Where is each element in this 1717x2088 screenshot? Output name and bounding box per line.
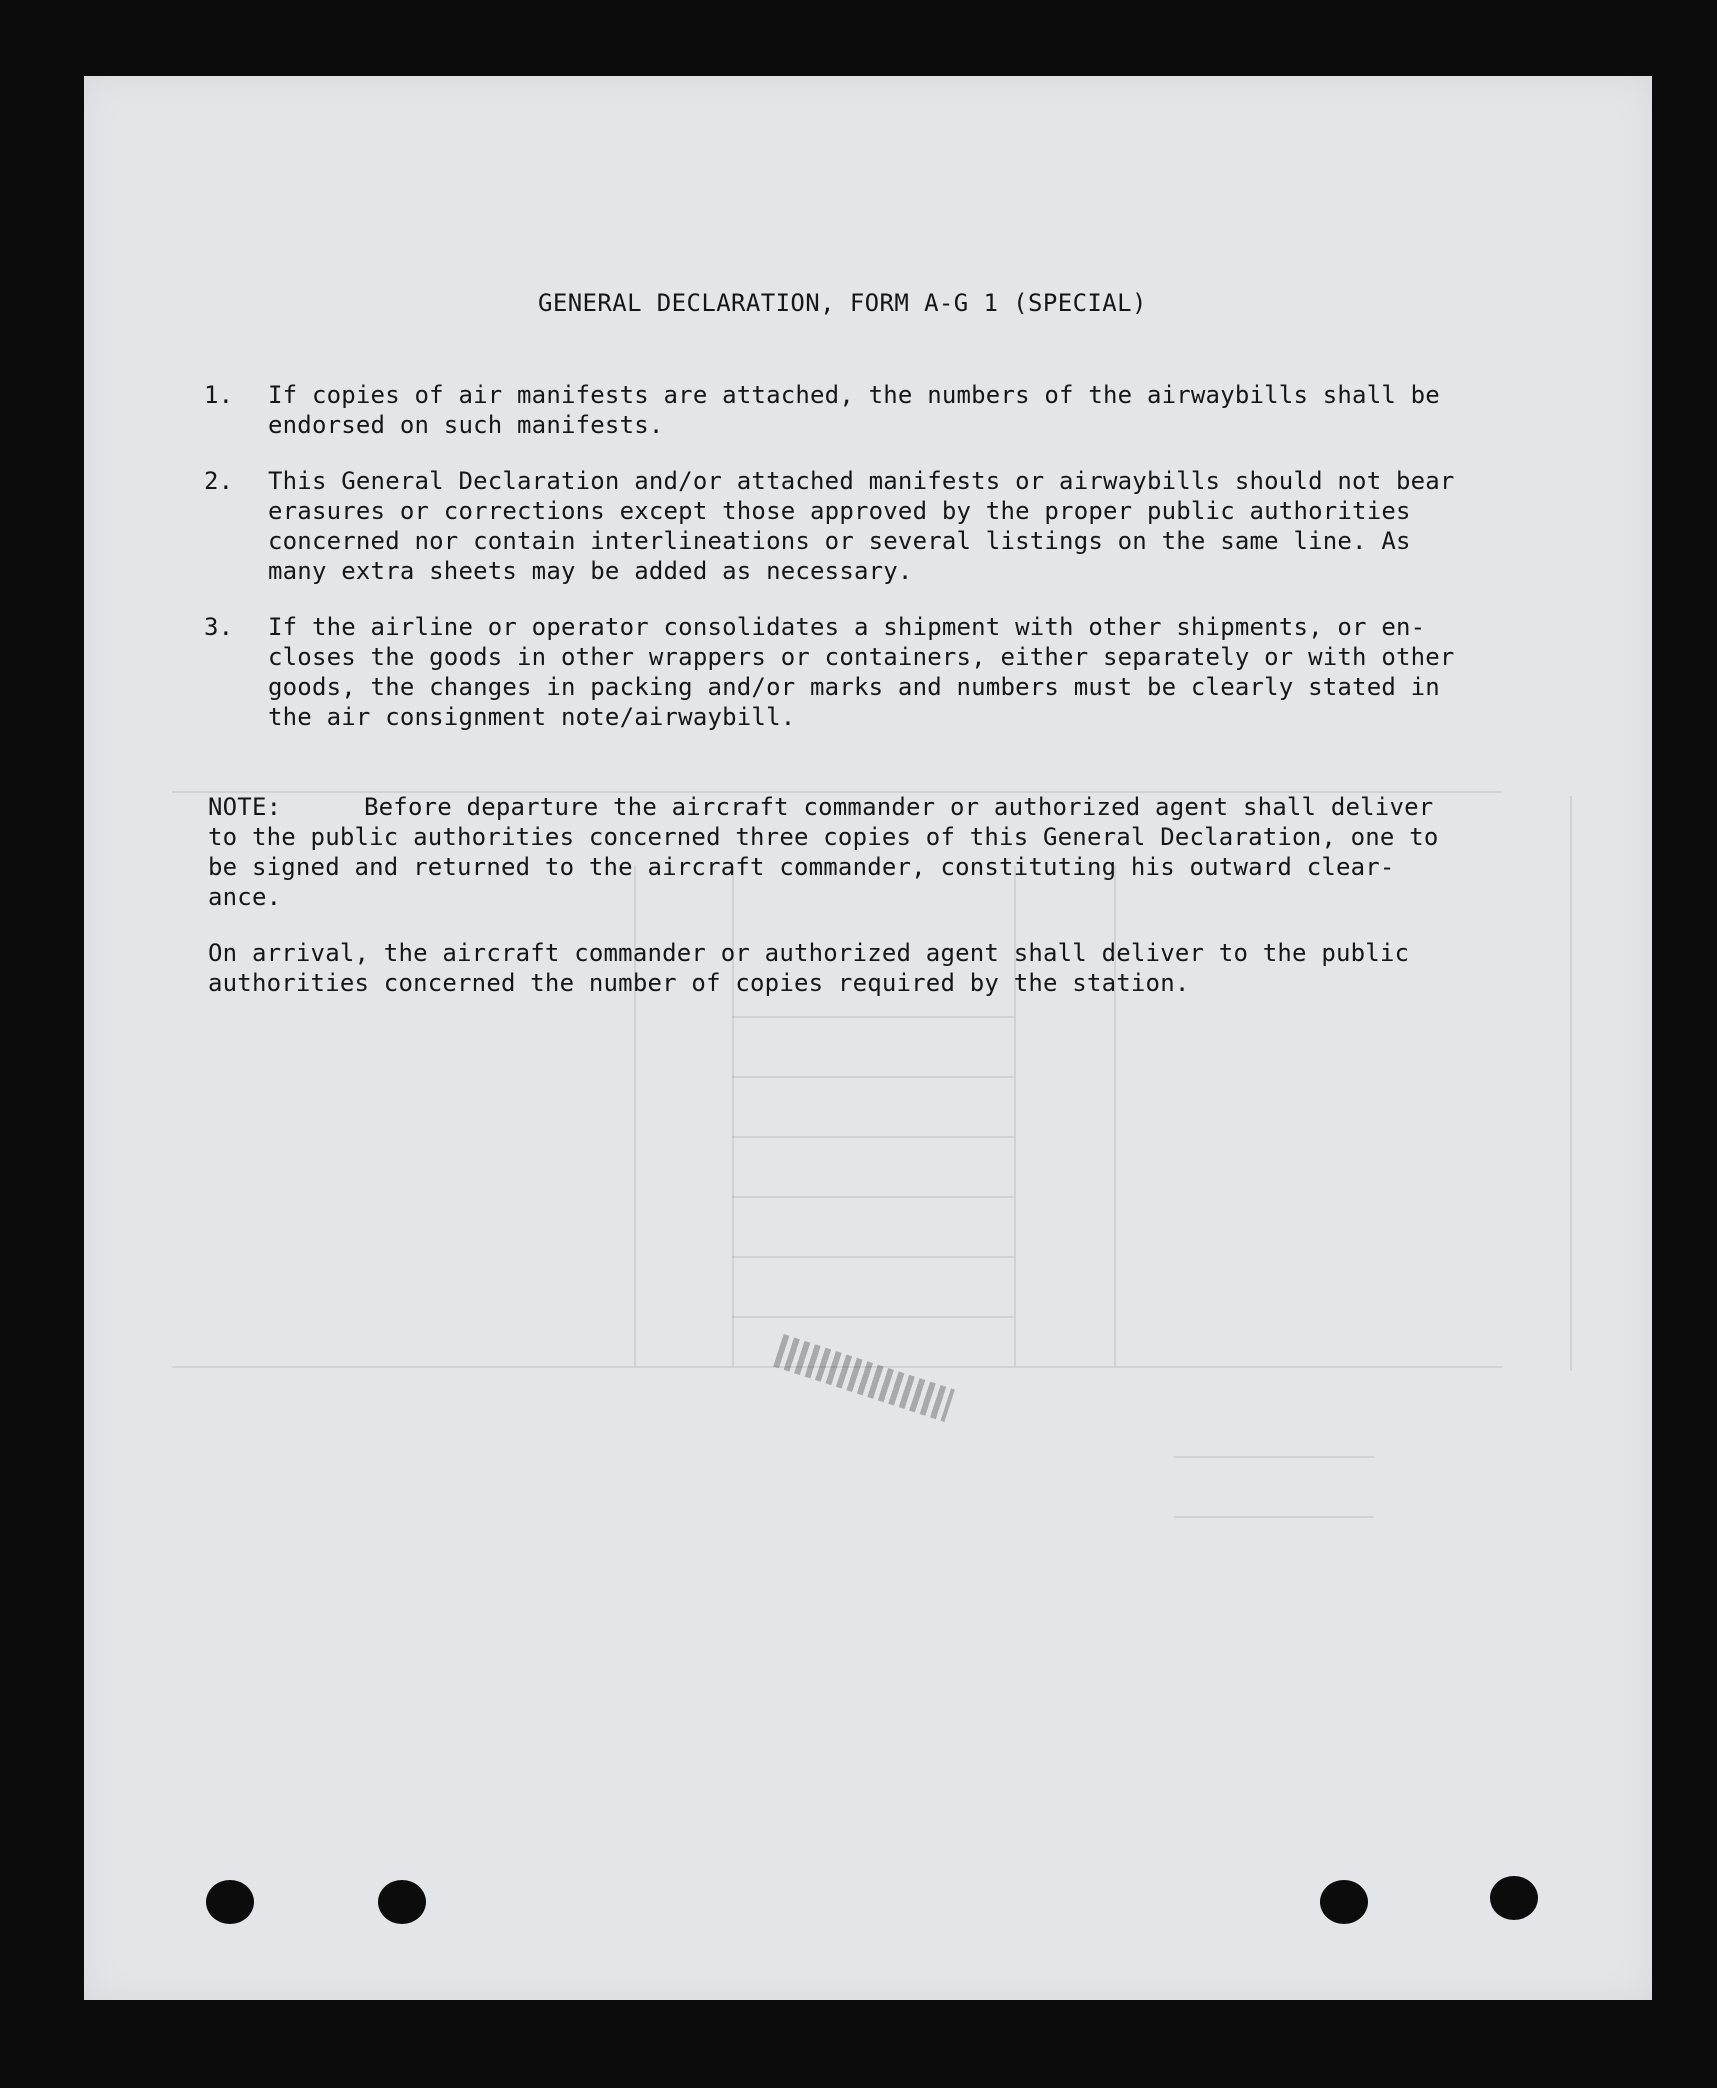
- item-text: This General Declaration and/or attached manifests or airwaybills should not bear erasures or corrections except those approved by the proper public authorities concerned nor contain interlineations or several listings on the same line. As many extra sheets may be added as necessary.: [268, 467, 1455, 585]
- punch-hole: [1490, 1876, 1538, 1920]
- document-page: [84, 76, 1652, 2000]
- item-number: 2.: [204, 467, 234, 495]
- instruction-item-1: [204, 380, 1544, 440]
- note-text: Before departure the aircraft commander or authorized agent shall deliver to the public authorities concerned three copies of this General Declaration, one to be signed and returned to the aircraft commander, constituting his outward clear- ance.: [208, 793, 1439, 911]
- instruction-item-3: [204, 612, 1544, 732]
- stamp-mark: [773, 1334, 955, 1422]
- instruction-item-2: [204, 466, 1544, 586]
- document-title: GENERAL DECLARATION, FORM A-G 1 (SPECIAL): [538, 289, 1147, 317]
- bleed-through-ghost: [84, 76, 1652, 2000]
- item-number: 1.: [204, 381, 234, 409]
- punch-hole: [206, 1880, 254, 1924]
- punch-hole: [378, 1880, 426, 1924]
- item-text: If copies of air manifests are attached, the numbers of the airwaybills shall be endorsed on such manifests.: [268, 381, 1440, 439]
- note-paragraph: [208, 792, 1544, 912]
- item-text: If the airline or operator consolidates a shipment with other shipments, or en- closes the goods in other wrappers or containers, either separately or with other goods, the changes in packing and/or marks and numbers must be clearly stated in the air consignment note/airwaybill.: [268, 613, 1455, 731]
- punch-hole: [1320, 1880, 1368, 1924]
- note-label: NOTE:: [208, 793, 282, 821]
- arrival-paragraph: On arrival, the aircraft commander or authorized agent shall deliver to the public authorities concerned the number of copies required by the station.: [208, 939, 1410, 997]
- item-number: 3.: [204, 613, 234, 641]
